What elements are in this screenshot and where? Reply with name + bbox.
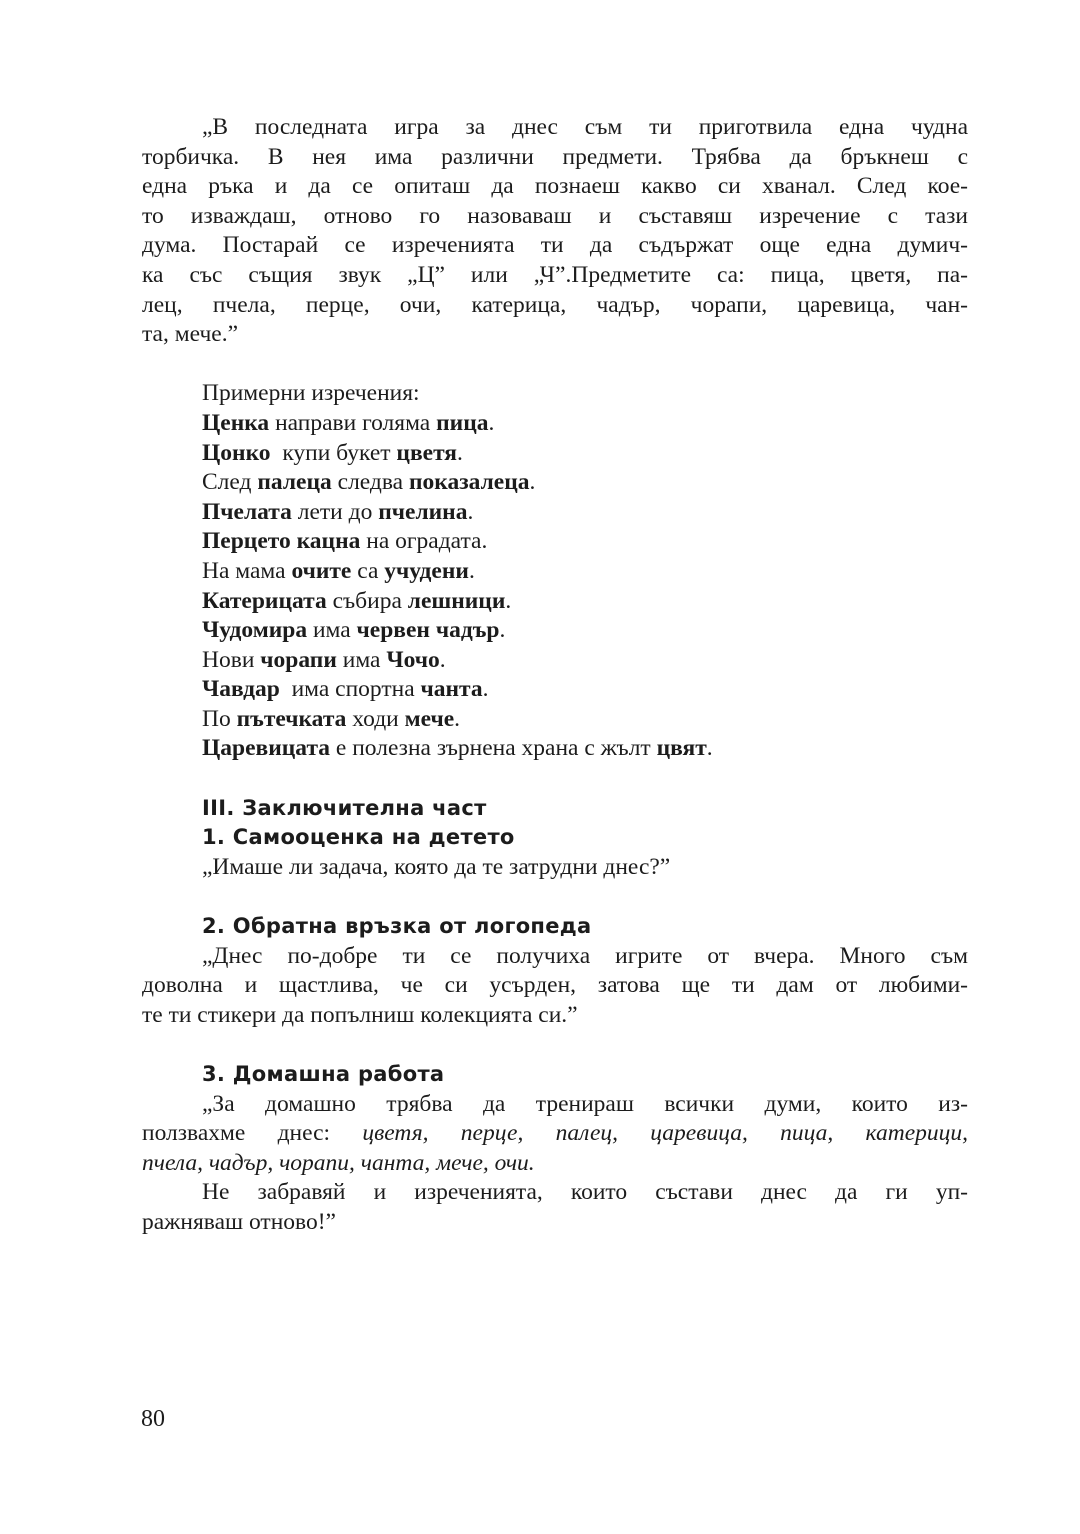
example-sentence: Пчелата лети до пчелина. xyxy=(202,498,474,525)
example-sentence: Катерицата събира лешници. xyxy=(202,587,512,614)
subsection-title: 2. Обратна връзка от логопеда xyxy=(202,914,592,939)
section-title: III. Заключителна част xyxy=(202,795,487,820)
page-number: 80 xyxy=(141,1406,165,1432)
example-sentence: Царевицата е полезна зърнена храна с жълт цвят. xyxy=(202,735,713,762)
homework-line: ползвахме днес: цветя, перце, палец, царевица, пица, катерици, xyxy=(142,1120,968,1147)
feedback-line: те ти стикери да попълниш колекцията си.” xyxy=(142,1001,578,1028)
example-sentence: Цонко купи букет цветя. xyxy=(202,439,463,466)
examples-heading: Примерни изречения: xyxy=(202,380,420,407)
homework-line: „За домашно трябва да тренираш всички думи, които из- xyxy=(202,1090,968,1117)
page-content xyxy=(142,113,968,1238)
homework-line: Не забравяй и изреченията, които състави днес да ги уп- xyxy=(202,1179,968,1206)
intro-line: дума. Постарай се изреченията ти да съдържат още една думич- xyxy=(142,232,968,259)
example-sentence: Чудомира има червен чадър. xyxy=(202,617,506,644)
feedback-line: доволна и щастлива, че си усърден, затова ще ти дам от любими- xyxy=(142,972,968,999)
example-sentence: По пътечката ходи мече. xyxy=(202,705,461,732)
intro-line: лец, пчела, перце, очи, катерица, чадър, чорапи, царевица, чан- xyxy=(142,291,968,318)
subsection-title: 1. Самооценка на детето xyxy=(202,825,515,850)
intro-paragraph xyxy=(142,113,968,350)
example-sentence: Нови чорапи има Чочо. xyxy=(202,646,446,673)
intro-line: „В последната игра за днес съм ти приготвила една чудна xyxy=(202,114,968,140)
intro-line: торбичка. В нея има различни предмети. Трябва да бръкнеш с xyxy=(142,143,968,170)
example-sentence: Чавдар има спортна чанта. xyxy=(202,676,489,703)
example-sentence: Ценка направи голяма пица. xyxy=(202,409,495,436)
subsection-title: 3. Домашна работа xyxy=(202,1062,445,1086)
example-sentence: Перцето кацна на оградата. xyxy=(202,528,488,555)
final-part-section xyxy=(142,794,968,1238)
example-sentences xyxy=(142,379,968,764)
example-sentence: След палеца следва показалеца. xyxy=(202,469,536,496)
intro-line: ка със същия звук „Ц” или „Ч”.Предметите са: пица, цветя, па- xyxy=(142,261,968,288)
intro-line: та, мече.” xyxy=(142,321,239,348)
homework-line: ражняваш отново!” xyxy=(142,1208,336,1235)
subsection-text: „Имаше ли задача, която да те затрудни днес?” xyxy=(202,853,671,880)
feedback-line: „Днес по-добре ти се получиха игрите от вчера. Много съм xyxy=(202,942,968,969)
example-sentence: На мама очите са учудени. xyxy=(202,557,475,584)
intro-line: една ръка и да се опиташ да познаеш какво си хванал. След кое- xyxy=(142,173,968,200)
intro-line: то изваждаш, отново го назоваваш и съставяш изречение с тази xyxy=(142,202,968,229)
homework-line: пчела, чадър, чорапи, чанта, мече, очи. xyxy=(142,1149,535,1176)
